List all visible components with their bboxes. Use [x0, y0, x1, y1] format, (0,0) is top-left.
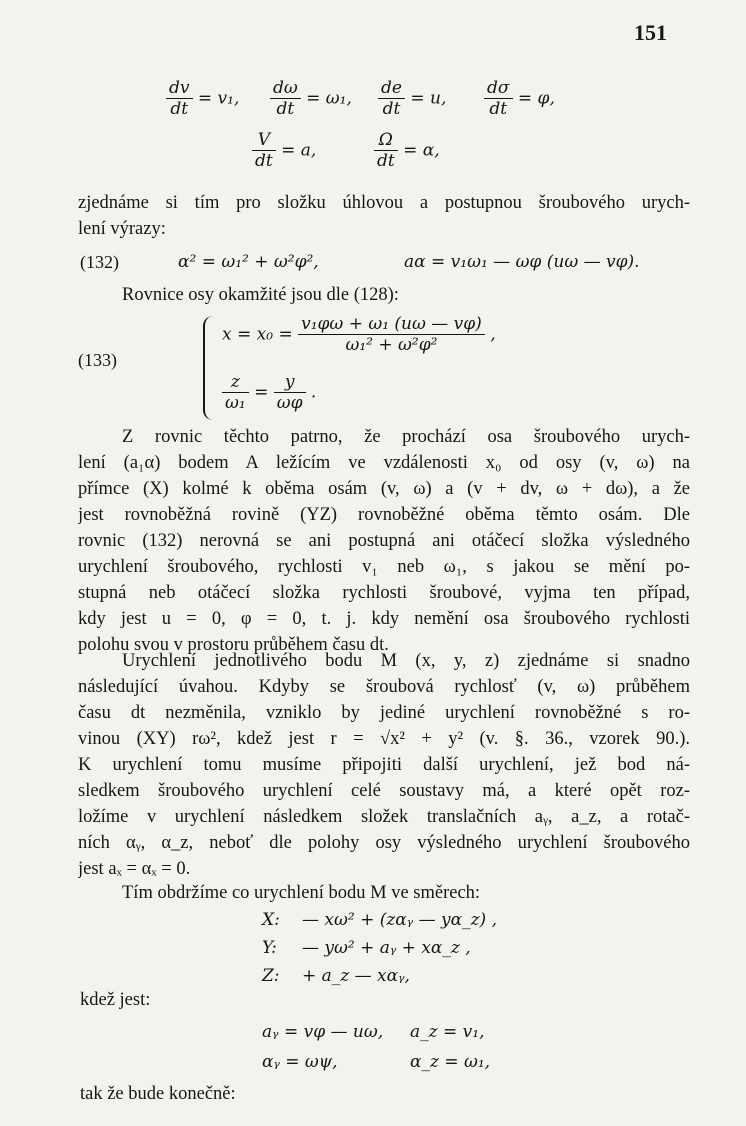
- fraction-denominator: ω₁² + ω²φ²: [298, 334, 485, 355]
- equation-rhs: = a,: [281, 140, 317, 161]
- text-line: jest aₓ = αₓ = 0.: [78, 859, 191, 879]
- direction-expr-y: — yω² + aᵧ + xα_z ,: [302, 938, 471, 958]
- fraction-numerator: dσ: [487, 78, 510, 98]
- left-brace: [203, 316, 215, 420]
- equation-133-line1: [222, 314, 496, 355]
- equals-sign: =: [254, 382, 269, 403]
- closing-line: tak že bude konečně:: [80, 1084, 236, 1104]
- direction-expr-x: — xω² + (zαᵧ — yα_z) ,: [302, 910, 497, 930]
- paragraph-directions-intro: [122, 880, 682, 906]
- fraction-denominator: ω₁: [222, 392, 249, 413]
- fraction-denominator: dt: [378, 98, 405, 119]
- text-line: urychlení šroubového, rychlosti v₁ neb ω₁, s jakou se mění po-: [78, 557, 690, 577]
- equation-domega-dt: [270, 78, 352, 119]
- text-line: stupná neb otáčecí složka rychlosti šroubové, vyjma ten případ,: [78, 583, 690, 603]
- text-line: následující úvahou. Kdyby se šroubová rychlosť (v, ω) průběhem: [78, 677, 690, 697]
- text-line: Rovnice osy okamžité jsou dle (128):: [122, 285, 399, 305]
- equation-132-left: α² = ω₁² + ω²φ²,: [178, 252, 319, 272]
- equation-label-132: (132): [80, 252, 119, 272]
- equation-132-right: aα = v₁ω₁ — ωφ (uω — vφ).: [404, 252, 640, 272]
- paragraph-axis-discussion: [78, 424, 690, 658]
- text-line: ložíme v urychlení následkem složek translačních aᵧ, a_z, a rotač-: [78, 807, 690, 827]
- equation-133-line2: [222, 372, 316, 413]
- text-line: jest rovnoběžná rovině (YZ) rovnoběžné oběma těmto osám. Dle: [78, 505, 690, 525]
- fraction-numerator: V: [257, 130, 270, 150]
- text-line: sledkem šroubového urychlení celé soustavy má, a které opět roz-: [78, 781, 690, 801]
- equation-rhs: = u,: [410, 88, 447, 109]
- direction-label-x: X:: [262, 910, 280, 930]
- equation-rhs: = α,: [403, 140, 440, 161]
- equation-rhs: = v₁,: [197, 88, 240, 109]
- equation-punctuation: .: [310, 382, 317, 403]
- fraction-denominator: dt: [270, 98, 301, 119]
- definition-ay: aᵧ = vφ — uω,: [262, 1022, 384, 1042]
- fraction-numerator: z: [230, 372, 240, 392]
- text-line: Tím obdržíme co urychlení bodu M ve směrech:: [122, 883, 481, 903]
- paragraph-intro: [78, 190, 690, 242]
- fraction-denominator: dt: [484, 98, 513, 119]
- definition-alpha-y: αᵧ = ωψ,: [262, 1052, 338, 1072]
- equation-Omega-dt: [374, 130, 440, 171]
- equation-V-dt: [252, 130, 316, 171]
- text-line: K urychlení tomu musíme připojiti další urychlení, jež bod ná-: [78, 755, 690, 775]
- paragraph-axis-intro: [122, 282, 682, 308]
- fraction-numerator: dv: [169, 78, 190, 98]
- text-line: lení výrazy:: [78, 219, 166, 239]
- fraction-numerator: dω: [273, 78, 298, 98]
- text-line: polohu svou v prostoru průběhem času dt.: [78, 635, 389, 655]
- fraction-numerator: v₁φω + ω₁ (uω — vφ): [301, 314, 482, 334]
- fraction-numerator: y: [284, 372, 295, 392]
- fraction-numerator: Ω: [378, 130, 393, 150]
- equation-dsigma-dt: [484, 78, 555, 119]
- equation-lhs: x = x₀ =: [222, 324, 293, 345]
- fraction-numerator: de: [381, 78, 402, 98]
- text-line: zjednáme si tím pro složku úhlovou a postupnou šroubového urych-: [78, 193, 690, 213]
- equation-punctuation: ,: [490, 324, 496, 345]
- equation-dv-dt: [166, 78, 239, 119]
- text-line: přímce (X) kolmé k oběma osám (v, ω) a (v + dv, ω + dω), a že: [78, 479, 690, 499]
- direction-expr-z: + a_z — xαᵧ,: [302, 966, 410, 986]
- text-line: kdy jest u = 0, φ = 0, t. j. kdy nemění osa šroubového rychlosti: [78, 609, 690, 629]
- equation-rhs: = φ,: [517, 88, 555, 109]
- kdez-label: kdež jest:: [80, 990, 151, 1010]
- text-line: rovnic (132) nerovná se ani postupná ani otáčecí složka výsledného: [78, 531, 690, 551]
- direction-label-y: Y:: [262, 938, 277, 958]
- fraction-denominator: dt: [374, 150, 398, 171]
- paragraph-point-acceleration: [78, 648, 690, 882]
- equation-de-dt: [378, 78, 446, 119]
- direction-label-z: Z:: [262, 966, 280, 986]
- definition-az: a_z = v₁,: [410, 1022, 485, 1042]
- text-line: Urychlení jednotlivého bodu M (x, y, z) zjednáme si snadno: [122, 651, 690, 671]
- text-line: vinou (XY) rω², kdež jest r = √x² + y² (v. §. 36., vzorek 90.).: [78, 729, 690, 749]
- fraction-denominator: ωφ: [274, 392, 306, 413]
- page-number: 151: [634, 20, 667, 45]
- text-line: ních αᵧ, α_z, neboť dle polohy osy výsledného urychlení šroubového: [78, 833, 690, 853]
- fraction-denominator: dt: [166, 98, 193, 119]
- text-line: Z rovnic těchto patrno, že prochází osa šroubového urych-: [122, 427, 690, 447]
- text-line: lení (a₁α) bodem A ležícím ve vzdálenosti x₀ od osy (v, ω) na: [78, 453, 690, 473]
- equation-label-133: (133): [78, 350, 117, 370]
- equation-rhs: = ω₁,: [306, 88, 352, 109]
- definition-alpha-z: α_z = ω₁,: [410, 1052, 491, 1072]
- text-line: času dt nezměnila, vzniklo by jediné urychlení rovnoběžné s ro-: [78, 703, 690, 723]
- fraction-denominator: dt: [252, 150, 276, 171]
